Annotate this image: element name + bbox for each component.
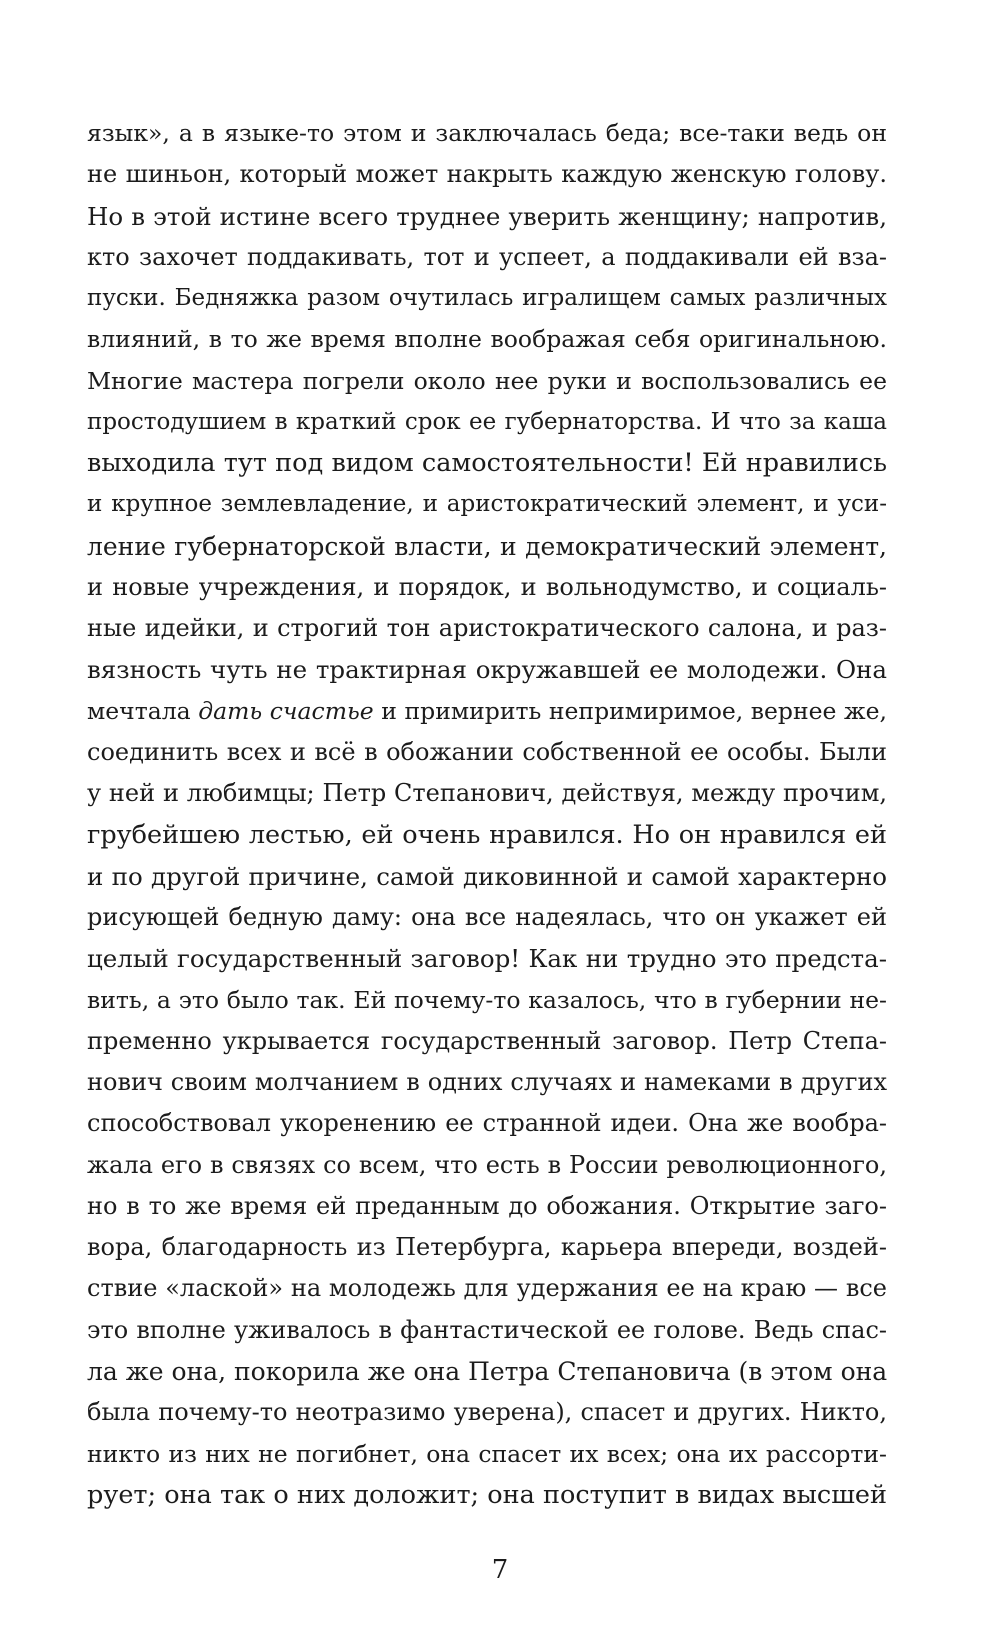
page-number: 7: [491, 1555, 509, 1585]
text-line: была почему-то неотразимо уверена), спасет и других. Никто,: [87, 1398, 887, 1427]
text-line: кто захочет поддакивать, тот и успеет, а поддакивали ей вза-: [87, 242, 887, 271]
text-line: пременно укрывается государственный заговор. Петр Степа-: [87, 1026, 887, 1055]
text-segment: мечтала: [87, 696, 199, 725]
text-line: вора, благодарность из Петербурга, карьера впереди, воздей-: [87, 1233, 887, 1262]
text-line: ствие «лаской» на молодежь для удержания ее на краю — все: [87, 1274, 887, 1303]
text-line: и новые учреждения, и порядок, и вольнодумство, и социаль-: [87, 572, 887, 601]
text-line: вязность чуть не трактирная окружавшей ее молодежи. Она: [87, 655, 887, 685]
text-line: но в то же время ей преданным до обожания. Открытие заго-: [87, 1191, 887, 1220]
text-line: ные идейки, и строгий тон аристократического салона, и раз-: [87, 614, 887, 643]
text-line: влияний, в то же время вполне воображая себя оригинальною.: [87, 325, 887, 354]
text-line: жала его в связях со всем, что есть в России революционного,: [87, 1150, 887, 1179]
text-line: пуски. Бедняжка разом очутилась игралищем самых различных: [87, 285, 887, 312]
text-line: выходила тут под видом самостоятельности! Ей нравились: [87, 448, 887, 479]
text-line: и крупное землевладение, и аристократический элемент, и уси-: [87, 491, 887, 518]
text-line: язык», а в языке-то этом и заключалась беда; все-таки ведь он: [87, 119, 887, 147]
text-line: соединить всех и всё в обожании собственной ее особы. Были: [87, 737, 887, 766]
text-line: целый государственный заговор! Как ни трудно это предста-: [87, 944, 887, 974]
text-line: у ней и любимцы; Петр Степанович, действуя, между прочим,: [87, 779, 887, 808]
text-line: рует; она так о них доложит; она поступит в видах высшей: [87, 1479, 887, 1510]
text-line: грубейшею лестью, ей очень нравился. Но он нравился ей: [87, 819, 887, 850]
text-line: это вполне уживалось в фантастической ее голове. Ведь спас-: [87, 1315, 887, 1344]
text-line: и по другой причине, самой диковинной и самой характерно: [87, 861, 887, 891]
text-line: нович своим молчанием в одних случаях и намеками в других: [87, 1068, 887, 1097]
italic-phrase: дать счастье: [198, 696, 374, 725]
text-line: ление губернаторской власти, и демократический элемент,: [87, 531, 887, 561]
text-line: вить, а это было так. Ей почему-то казалось, что в губернии не-: [87, 985, 887, 1014]
text-line: Многие мастера погрели около нее руки и воспользовались ее: [87, 366, 887, 395]
text-line: способствовал укоренению ее странной идеи. Она же вообра-: [87, 1109, 887, 1138]
text-line: рисующей бедную даму: она все надеялась, что он укажет ей: [87, 903, 887, 932]
text-line: ла же она, покорила же она Петра Степановича (в этом она: [87, 1356, 888, 1386]
text-line-with-italic: [87, 691, 887, 732]
text-segment: и примирить непримиримое, вернее же,: [373, 696, 888, 725]
text-line: никто из них не погибнет, она спасет их всех; она их рассорти-: [87, 1439, 887, 1468]
text-line: простодушием в краткий срок ее губернаторства. И что за каша: [87, 408, 887, 435]
text-line: не шиньон, который может накрыть каждую женскую голову.: [87, 160, 887, 189]
text-line: Но в этой истине всего труднее уверить женщину; напротив,: [87, 201, 887, 231]
body-text: [87, 113, 887, 1516]
